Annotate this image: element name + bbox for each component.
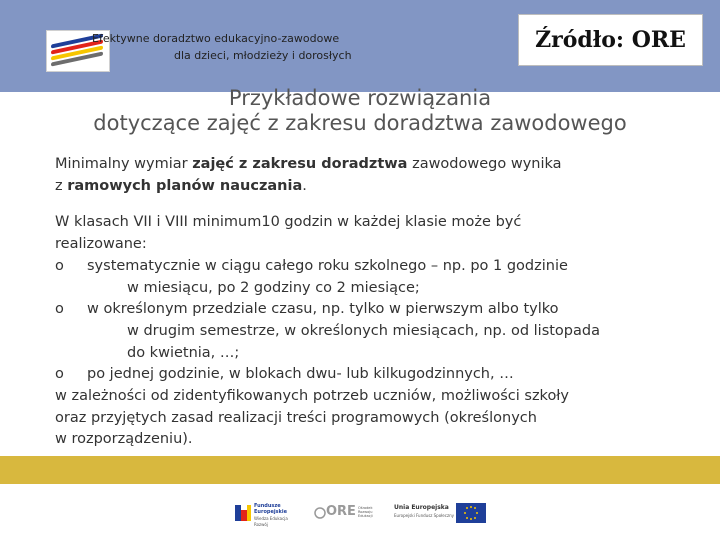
bullet-mark: o [55, 301, 64, 318]
closing-line1: w zależności od zidentyfikowanych potrzeb uczniów, możliwości szkoły [55, 388, 570, 405]
bullet-mark: o [55, 366, 64, 383]
paragraph-intro [55, 154, 665, 197]
intro-text-b: zajęć z zakresu doradztwa [192, 156, 408, 172]
ore-logo-text1: ORE [326, 504, 356, 519]
intro-text-d: z [55, 177, 68, 194]
slide-title-line1: Przykładowe rozwiązania [228, 86, 492, 110]
eu-logo-text1: Unia Europejska [394, 504, 449, 511]
fundusze-europejskie-logo-icon [234, 502, 298, 527]
program-title [92, 30, 392, 64]
intro-text-a: Minimalny wymiar [55, 156, 193, 172]
fe-logo-text1: Fundusze [254, 503, 281, 509]
program-title-line1: Efektywne doradztwo edukacyjno-zawodowe [92, 32, 340, 45]
classes-line1: W klasach VII i VIII minimum10 godzin w każdej klasie może być [55, 214, 522, 231]
intro-text-c: zawodowego wynika [407, 156, 562, 172]
bullet-text: systematycznie w ciągu całego roku szkolnego – np. po 1 godzinie [87, 257, 568, 274]
fe-logo-text3: Wiedza Edukacja Rozwój [254, 516, 288, 527]
bullet-text: w określonym przedziale czasu, np. tylko w pierwszym albo tylko [87, 301, 559, 318]
list-item [55, 256, 665, 299]
footer-band [0, 456, 720, 484]
paragraph-closing [55, 386, 665, 451]
eu-flag-logo-icon [394, 502, 488, 524]
slide-body [55, 154, 665, 451]
list-item [55, 364, 665, 386]
bullet-text: w drugim semestrze, w określonych miesiącach, np. od listopada [127, 322, 600, 339]
bullet-text: w miesiącu, po 2 godziny co 2 miesiące; [127, 279, 420, 296]
slide-title-line2: dotyczące zajęć z zakresu doradztwa zawodowego [93, 111, 627, 135]
closing-line2: oraz przyjętych zasad realizacji treści programowych (określonych [55, 409, 537, 426]
intro-text-e: ramowych planów nauczania [67, 177, 303, 194]
footer-logos [0, 484, 720, 540]
closing-line3: w rozporządzeniu). [55, 431, 193, 448]
classes-line2: realizowane: [55, 236, 147, 253]
program-title-line2: dla dzieci, młodzieży i dorosłych [174, 49, 352, 62]
list-item [55, 299, 665, 364]
bullet-text: do kwietnia, …; [127, 344, 240, 361]
bullet-text: po jednej godzinie, w blokach dwu- lub kilkugodzinnych, … [87, 366, 514, 383]
source-label: Źródło: ORE [518, 14, 703, 66]
ore-logo-icon [314, 502, 374, 524]
intro-text-f: . [302, 177, 307, 194]
bullet-mark: o [55, 257, 64, 274]
slide-title [0, 86, 720, 136]
fe-logo-text2: Europejskie [254, 509, 287, 515]
paragraph-classes [55, 212, 665, 255]
ore-logo-text2: Ośrodek Rozwoju Edukacji [358, 506, 373, 518]
eu-logo-text2: Europejski Fundusz Społeczny [394, 513, 454, 518]
